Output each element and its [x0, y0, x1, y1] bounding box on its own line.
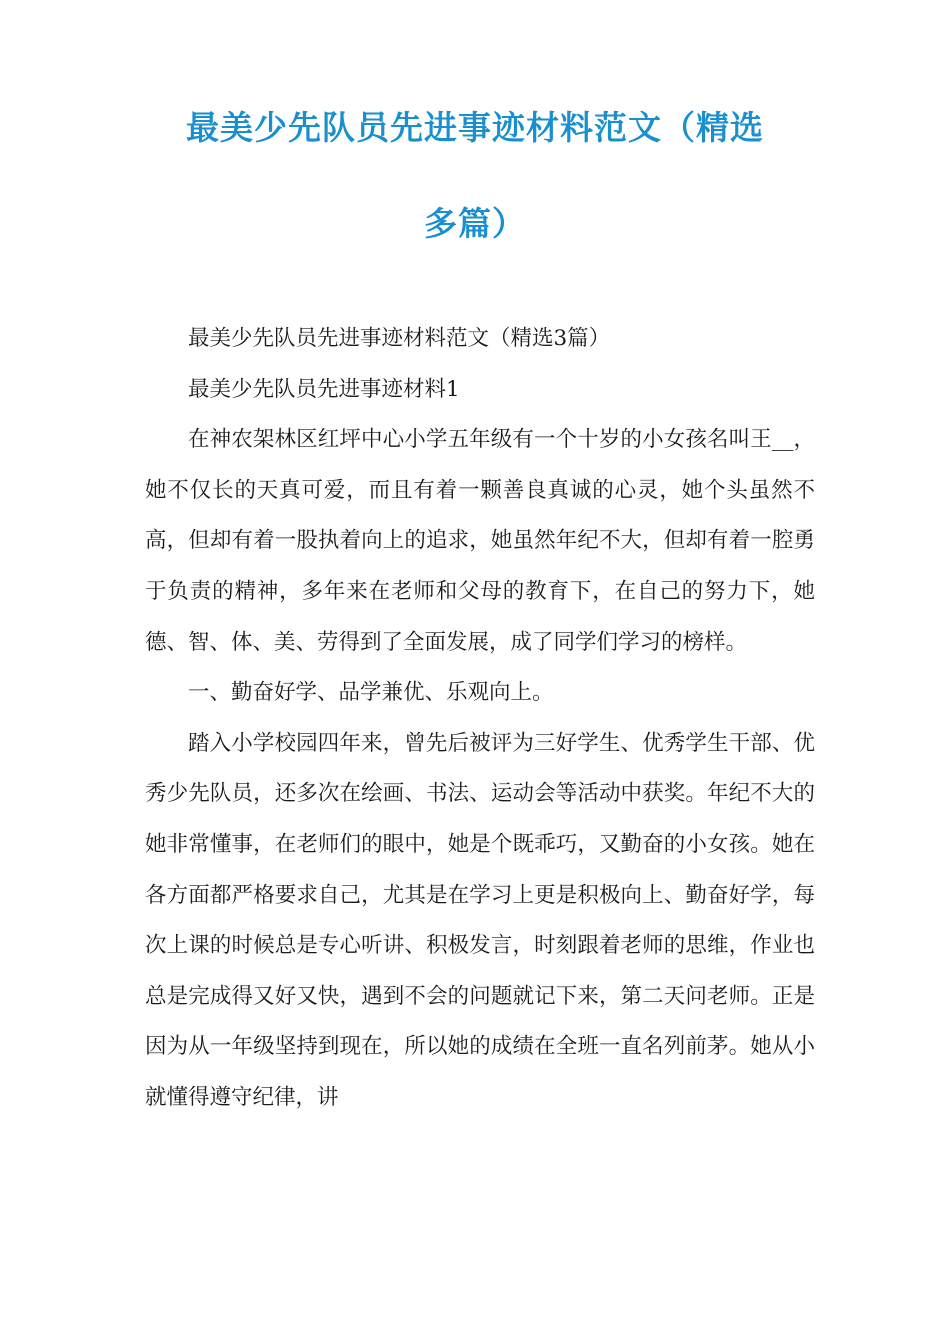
subtitle-paragraph: 最美少先队员先进事迹材料范文（精选3篇） [188, 326, 611, 351]
body-paragraph: 踏入小学校园四年来，曾先后被评为三好学生、优秀学生干部、优秀少先队员，还多次在绘画、书法、运动会等活动中获奖。年纪不大的她非常懂事，在老师们的眼中，她是个既乖巧，又勤奋的小女孩。她在各方面都严格要求自己，尤其是在学习上更是积极向上、勤奋好学，每次上课的时候总是专心听讲、积极发言，时刻跟着老师的思维，作业也总是完成得又好又快，遇到不会的问题就记下来，第二天问老师。正是因为从一年级坚持到现在，所以她的成绩在全班一直名列前茅。她从小就懂得遵守纪律，讲 [145, 730, 815, 1110]
document-title-line-1: 最美少先队员先进事迹材料范文（精选 [186, 108, 764, 147]
document-title-line-2: 多篇） [424, 204, 526, 243]
subsection-heading: 一、勤奋好学、品学兼优、乐观向上。 [188, 680, 554, 706]
section-heading: 最美少先队员先进事迹材料1 [188, 376, 460, 402]
document-body [145, 314, 815, 1124]
body-paragraph: 在神农架林区红坪中心小学五年级有一个十岁的小女孩名叫王__，她不仅长的天真可爱，而且有着一颗善良真诚的心灵，她个头虽然不高，但却有着一股执着向上的追求，她虽然年纪不大，但却有着一腔勇于负责的精神，多年来在老师和父母的教育下，在自己的努力下，她德、智、体、美、劳得到了全面发展，成了同学们学习的榜样。 [145, 427, 815, 655]
